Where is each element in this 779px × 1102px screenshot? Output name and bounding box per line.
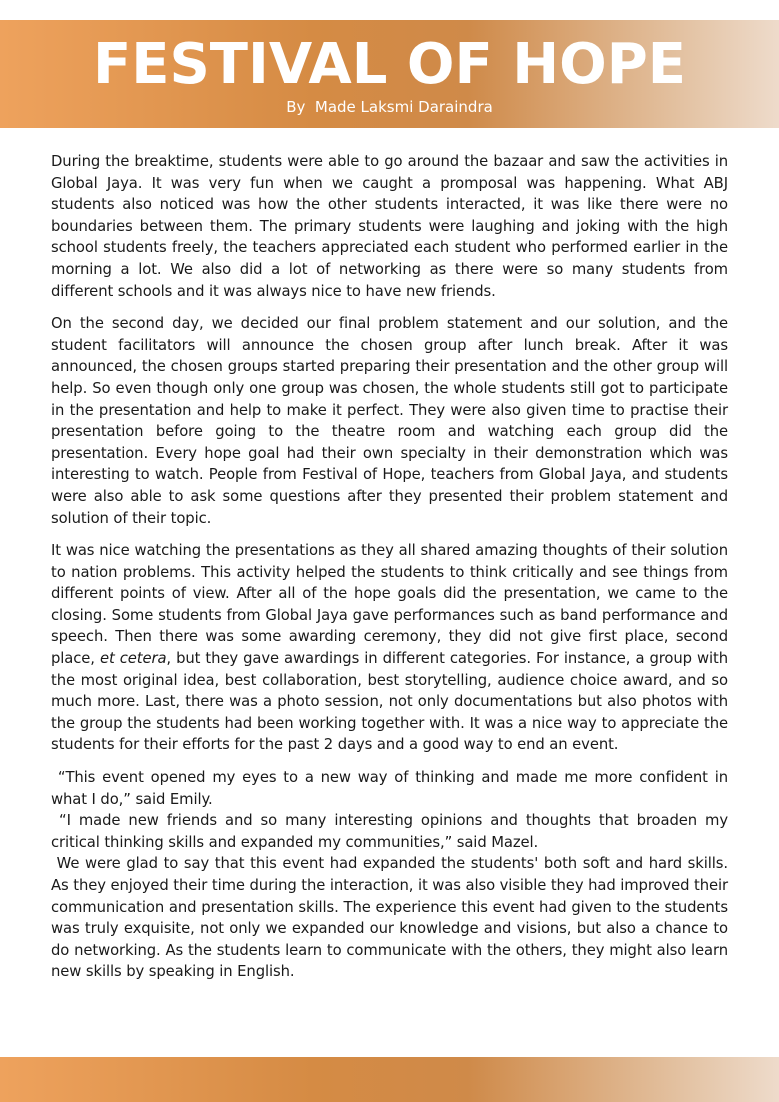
paragraph-3-italic: et cetera [99, 650, 167, 668]
article-body [51, 151, 733, 983]
author-byline: By Made Laksmi Daraindra [286, 98, 493, 116]
paragraph-4: We were glad to say that this event had expanded the students' both soft and hard skills. As they enjoyed their time during the interaction, it was also visible they had improved their communication and presentation skills. The experience this event had given to the students was truly exquisite, not only we expanded our knowledge and visions, but also a chance to do networking. As the students learn to communicate with the others, they might also learn new skills by speaking in English. [51, 855, 733, 981]
quote-mazel: “I made new friends and so many interesting opinions and thoughts that broaden my critical thinking skills and expanded my communities,” said Mazel. [51, 812, 733, 851]
paragraph-3-text-a: It was nice watching the presentations as they all shared amazing thoughts of their solution to nation problems. This activity helped the students to think critically and see things from different points of view. After all of the hope goals did the presentation, we came to the closing. Some students from Global Jaya gave performances such as band performance and speech. Then there was some awarding ceremony, they did not give first place, second place, [51, 542, 728, 668]
paragraph-1: During the breaktime, students were able to go around the bazaar and saw the activities in Global Jaya. It was very fun when we caught a promposal was happening. What ABJ students also noticed was how the other students interacted, it was like there were no boundaries between them. The primary students were laughing and joking with the high school students freely, the teachers appreciated each student who performed earlier in the morning a lot. We also did a lot of networking as there were so many students from different schools and it was always nice to have new friends. [51, 153, 728, 300]
paragraph-3-text-b: , but they gave awardings in different categories. For instance, a group with the most original idea, best collaboration, best storytelling, audience choice award, and so much more. Last, there was a photo session, not only documentations but also photos with the group the students had been working together with. It was a nice way to appreciate the students for their efforts for the past 2 days and a good way to end an event. [51, 650, 728, 754]
paragraph-3 [51, 540, 728, 756]
paragraph-2: On the second day, we decided our final problem statement and our solution, and the student facilitators will announce the chosen group after lunch break. After it was announced, the chosen groups started preparing their presentation and the other group will help. So even though only one group was chosen, the whole students still got to participate in the presentation and help to make it perfect. They were also given time to practise their presentation before going to the theatre room and watching each group did the presentation. Every hope goal had their own specialty in their demonstration which was interesting to watch. People from Festival of Hope, teachers from Global Jaya, and students were also able to ask some questions after they presented their problem statement and solution of their topic. [51, 315, 728, 527]
page-title: FESTIVAL OF HOPE [92, 32, 687, 97]
footer-banner [0, 1057, 779, 1102]
quote-emily: “This event opened my eyes to a new way of thinking and made me more confident in what I do,” said Emily. [51, 769, 733, 808]
